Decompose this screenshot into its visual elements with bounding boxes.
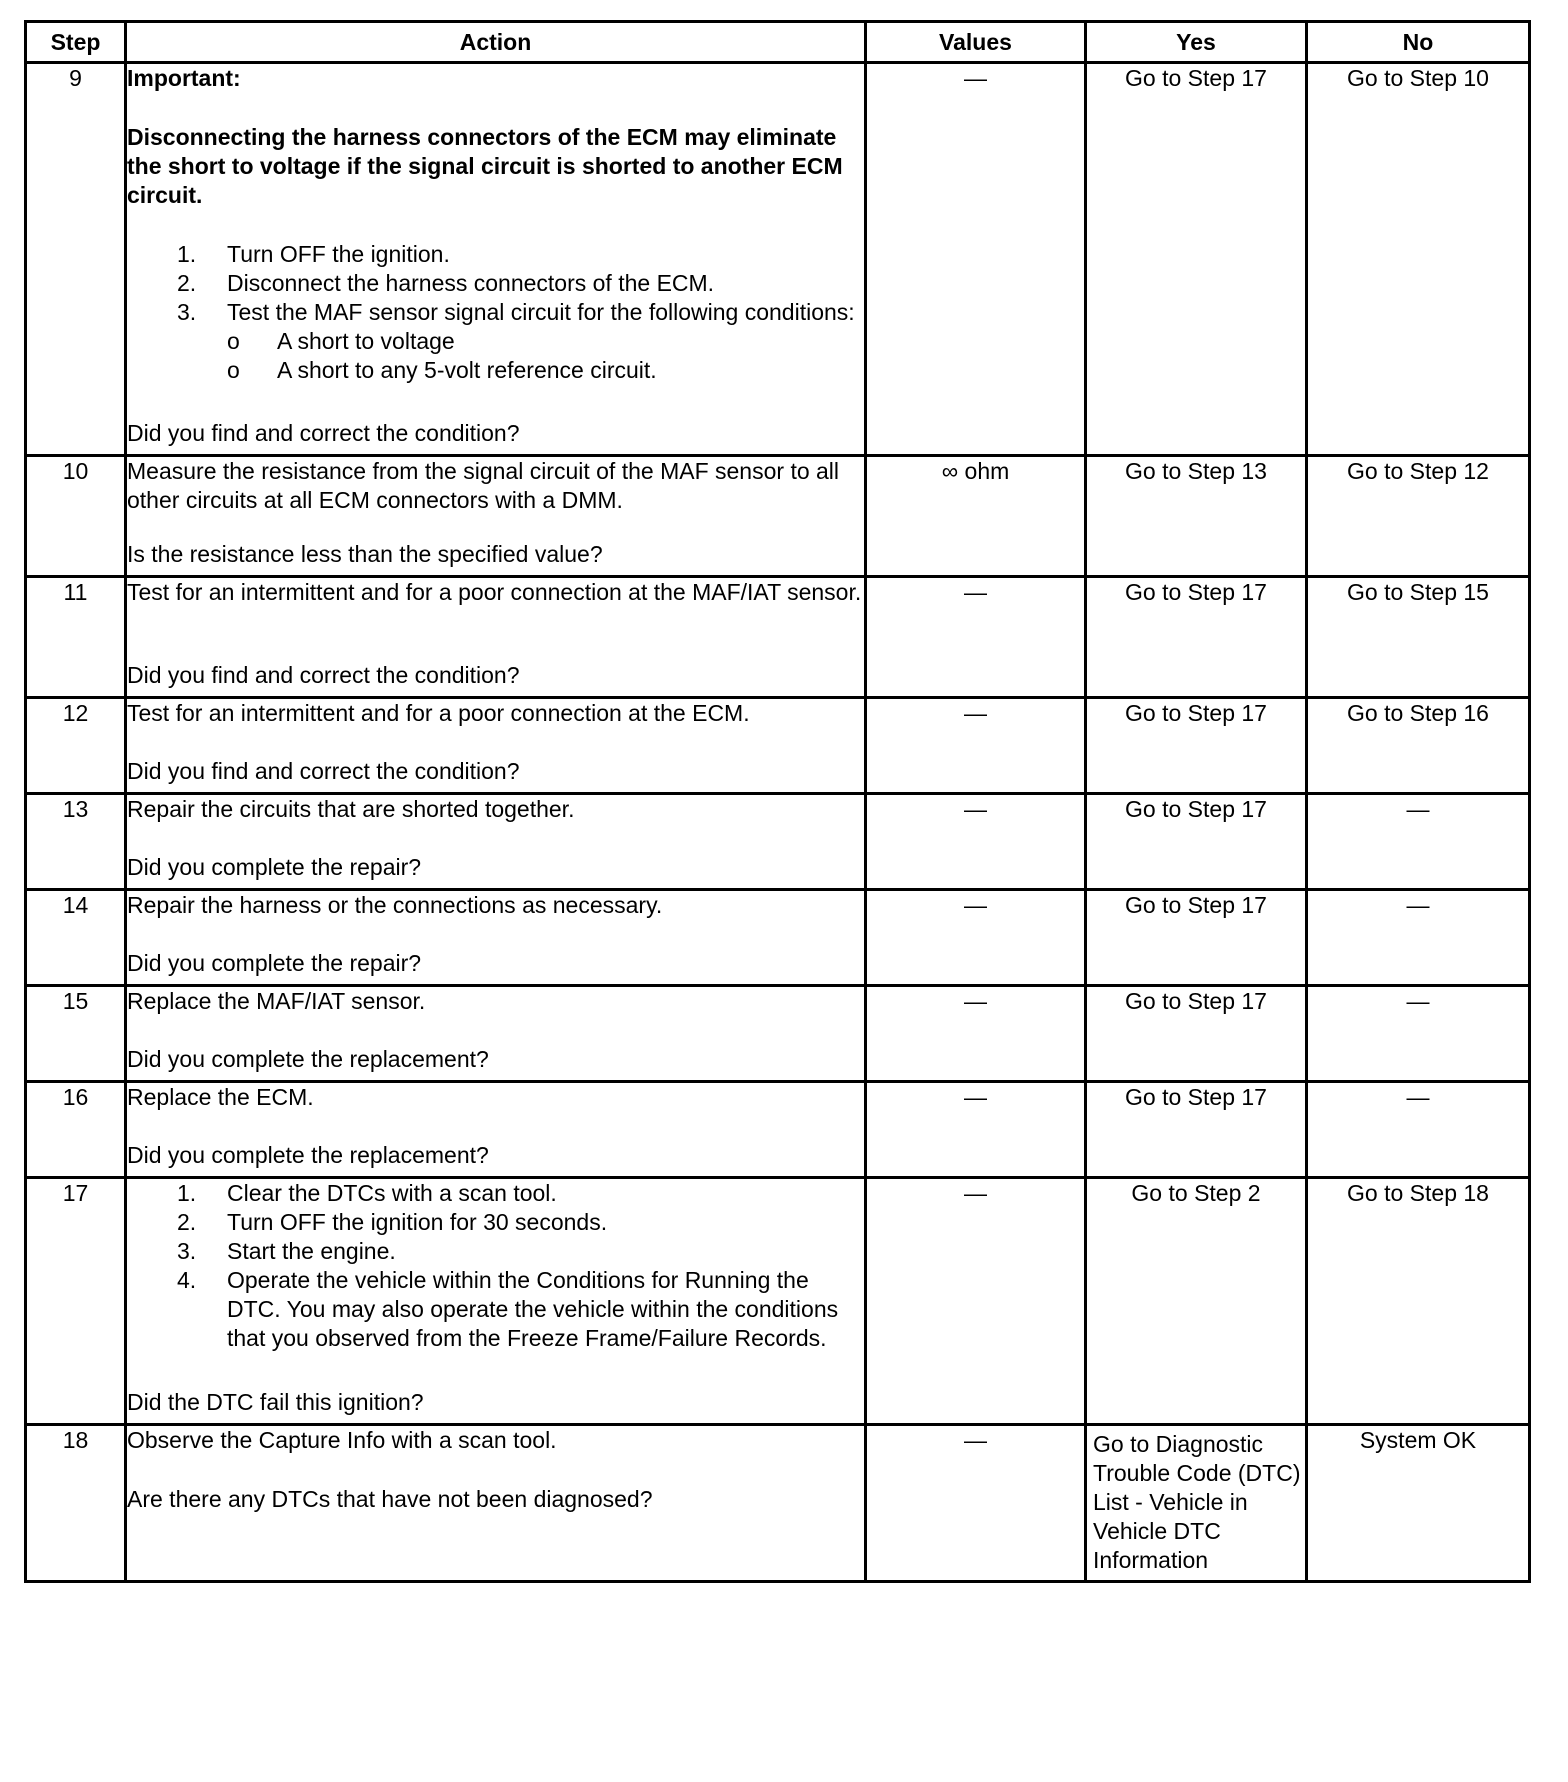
action-question: Did you complete the replacement? <box>127 1142 489 1168</box>
action-cell <box>126 577 866 698</box>
action-text: Replace the MAF/IAT sensor. <box>127 988 426 1014</box>
step-number: 12 <box>26 698 126 794</box>
yes-cell: Go to Step 17 <box>1086 63 1307 456</box>
action-text: Measure the resistance from the signal circuit of the MAF sensor to all other circuits at all ECM connectors with a DMM. <box>127 458 840 513</box>
step-number: 10 <box>26 456 126 577</box>
no-cell: Go to Step 12 <box>1307 456 1530 577</box>
header-yes: Yes <box>1086 22 1307 63</box>
action-cell <box>126 698 866 794</box>
values-cell: — <box>866 63 1086 456</box>
action-cell <box>126 794 866 890</box>
action-cell <box>126 456 866 577</box>
step-number: 18 <box>26 1425 126 1582</box>
list-item: 1. Clear the DTCs with a scan tool. <box>177 1180 557 1206</box>
table-row <box>26 1082 1530 1178</box>
values-cell: — <box>866 1082 1086 1178</box>
values-cell: ∞ ohm <box>866 456 1086 577</box>
values-cell: — <box>866 890 1086 986</box>
list-item: 3. Start the engine. <box>177 1238 396 1264</box>
action-text: Observe the Capture Info with a scan tool. <box>127 1427 557 1453</box>
list-item: 3. Test the MAF sensor signal circuit for the following conditions: <box>177 299 855 325</box>
yes-cell: Go to Step 17 <box>1086 986 1307 1082</box>
action-text: Replace the ECM. <box>127 1084 314 1110</box>
action-question: Did you complete the repair? <box>127 950 422 976</box>
list-item: 1. Turn OFF the ignition. <box>177 241 450 267</box>
yes-cell: Go to Step 17 <box>1086 577 1307 698</box>
yes-cell: Go to Diagnostic Trouble Code (DTC) List - Vehicle in Vehicle DTC Information <box>1086 1425 1307 1582</box>
important-text: Disconnecting the harness connectors of the ECM may eliminate the short to voltage if the signal circuit is shorted to another ECM circuit. <box>127 124 843 208</box>
list-item: 2. Turn OFF the ignition for 30 seconds. <box>177 1209 608 1235</box>
header-step: Step <box>26 22 126 63</box>
numbered-steps <box>127 1179 864 1353</box>
action-question: Did you find and correct the condition? <box>127 420 520 446</box>
table-row <box>26 63 1530 456</box>
values-cell: — <box>866 794 1086 890</box>
values-cell: — <box>866 1425 1086 1582</box>
list-item: 2. Disconnect the harness connectors of the ECM. <box>177 270 715 296</box>
step-number: 11 <box>26 577 126 698</box>
step-number: 13 <box>26 794 126 890</box>
action-cell <box>126 890 866 986</box>
action-text: Test for an intermittent and for a poor connection at the ECM. <box>127 700 750 726</box>
numbered-steps <box>127 240 864 327</box>
step-number: 16 <box>26 1082 126 1178</box>
header-no: No <box>1307 22 1530 63</box>
table-row <box>26 890 1530 986</box>
action-cell <box>126 1425 866 1582</box>
action-question: Did you complete the replacement? <box>127 1046 489 1072</box>
important-label: Important: <box>127 65 241 91</box>
values-cell: — <box>866 577 1086 698</box>
action-question: Did the DTC fail this ignition? <box>127 1389 424 1415</box>
header-action: Action <box>126 22 866 63</box>
action-cell <box>126 63 866 456</box>
action-cell <box>126 1178 866 1425</box>
step-number: 14 <box>26 890 126 986</box>
values-cell: — <box>866 698 1086 794</box>
table-row <box>26 577 1530 698</box>
step-number: 15 <box>26 986 126 1082</box>
no-cell: — <box>1307 986 1530 1082</box>
no-cell: Go to Step 16 <box>1307 698 1530 794</box>
action-text: Repair the harness or the connections as necessary. <box>127 892 663 918</box>
table-row <box>26 794 1530 890</box>
no-cell: System OK <box>1307 1425 1530 1582</box>
table-row <box>26 456 1530 577</box>
action-cell <box>126 986 866 1082</box>
no-cell: — <box>1307 1082 1530 1178</box>
no-cell: Go to Step 10 <box>1307 63 1530 456</box>
action-question: Are there any DTCs that have not been diagnosed? <box>127 1486 653 1512</box>
sub-conditions <box>127 327 864 385</box>
list-item: o A short to voltage <box>227 328 455 354</box>
table-row <box>26 1178 1530 1425</box>
step-number: 9 <box>26 63 126 456</box>
yes-cell: Go to Step 17 <box>1086 698 1307 794</box>
yes-cell: Go to Step 17 <box>1086 890 1307 986</box>
table-row <box>26 986 1530 1082</box>
action-question: Did you find and correct the condition? <box>127 662 520 688</box>
no-cell: Go to Step 18 <box>1307 1178 1530 1425</box>
no-cell: — <box>1307 890 1530 986</box>
yes-cell: Go to Step 13 <box>1086 456 1307 577</box>
table-row <box>26 698 1530 794</box>
action-cell <box>126 1082 866 1178</box>
list-item: 4. Operate the vehicle within the Conditions for Running the DTC. You may also operate the vehicle within the conditions that you observed from the Freeze Frame/Failure Records. <box>177 1267 839 1351</box>
diagnostic-table <box>24 20 1531 1583</box>
action-text: Test for an intermittent and for a poor connection at the MAF/IAT sensor. <box>127 579 862 605</box>
table-row <box>26 1425 1530 1582</box>
yes-cell: Go to Step 17 <box>1086 1082 1307 1178</box>
action-text: Repair the circuits that are shorted together. <box>127 796 575 822</box>
action-question: Did you complete the repair? <box>127 854 422 880</box>
yes-cell: Go to Step 2 <box>1086 1178 1307 1425</box>
header-values: Values <box>866 22 1086 63</box>
no-cell: Go to Step 15 <box>1307 577 1530 698</box>
values-cell: — <box>866 986 1086 1082</box>
values-cell: — <box>866 1178 1086 1425</box>
action-question: Is the resistance less than the specified value? <box>127 541 603 567</box>
list-item: o A short to any 5-volt reference circuit. <box>227 357 657 383</box>
action-question: Did you find and correct the condition? <box>127 758 520 784</box>
step-number: 17 <box>26 1178 126 1425</box>
yes-cell: Go to Step 17 <box>1086 794 1307 890</box>
no-cell: — <box>1307 794 1530 890</box>
header-row <box>26 22 1530 63</box>
